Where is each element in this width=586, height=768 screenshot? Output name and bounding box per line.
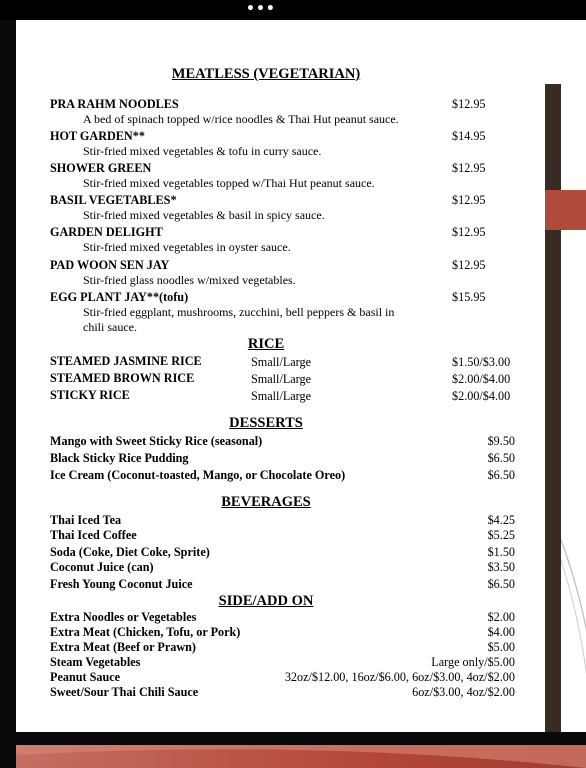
decorative-arc (16, 745, 586, 768)
beverage-item-name: Thai Iced Coffee (50, 528, 137, 542)
side-item-name: Extra Meat (Beef or Prawn) (50, 640, 196, 654)
rice-item-size: Small/Large (251, 355, 312, 369)
menu-item-price: $12.95 (452, 161, 486, 175)
beverage-item-price: $4.25 (487, 513, 515, 527)
decorative-stripe (545, 84, 561, 732)
side-item-name: Peanut Sauce (50, 670, 121, 684)
menu-item-price: $12.95 (452, 97, 486, 111)
menu-item-price: $12.95 (452, 258, 486, 272)
more-options-icon[interactable]: ••• (246, 1, 276, 17)
menu-item-name: GARDEN DELIGHT (50, 225, 163, 239)
beverage-item-price: $5.25 (487, 528, 515, 542)
rice-item-name: STICKY RICE (50, 388, 130, 402)
menu-item-price: $15.95 (452, 290, 486, 304)
beverage-item-name: Thai Iced Tea (50, 513, 122, 527)
side-item-price: $5.00 (487, 640, 515, 654)
menu-item-name: SHOWER GREEN (50, 161, 152, 175)
menu-item-price: $12.95 (452, 225, 486, 239)
menu-item-price: $14.95 (452, 129, 486, 143)
section-title-meatless: MEATLESS (VEGETARIAN) (171, 66, 361, 82)
side-item-name: Extra Meat (Chicken, Tofu, or Pork) (50, 625, 241, 639)
menu-item-name: PAD WOON SEN JAY (50, 258, 170, 272)
dessert-item-price: $9.50 (487, 434, 515, 448)
rice-item-price: $2.00/$4.00 (452, 372, 511, 386)
menu-item-description: Stir-fried eggplant, mushrooms, zucchini, bell peppers & basil in chili sauce. (83, 305, 395, 334)
rice-item-price: $2.00/$4.00 (452, 389, 511, 403)
beverage-item-name: Soda (Coke, Diet Coke, Sprite) (50, 545, 210, 559)
side-item-price: $2.00 (487, 610, 515, 624)
side-item-price: 32oz/$12.00, 16oz/$6.00, 6oz/$3.00, 4oz/$2.00 (284, 670, 515, 684)
menu-item-description: Stir-fried mixed vegetables in oyster sauce. (83, 240, 291, 254)
rice-item-size: Small/Large (251, 372, 312, 386)
dessert-item-name: Ice Cream (Coconut-toasted, Mango, or Chocolate Oreo) (50, 468, 346, 482)
menu-item-description: Stir-fried glass noodles w/mixed vegetables. (83, 273, 296, 287)
menu-item-name: EGG PLANT JAY**(tofu) (50, 290, 189, 304)
menu-item-description: Stir-fried mixed vegetables & tofu in curry sauce. (83, 144, 322, 158)
dessert-item-name: Mango with Sweet Sticky Rice (seasonal) (50, 434, 263, 448)
dessert-item-name: Black Sticky Rice Pudding (50, 451, 189, 465)
beverage-item-name: Fresh Young Coconut Juice (50, 577, 193, 591)
section-title-sides: SIDE/ADD ON (218, 593, 314, 609)
dessert-item-price: $6.50 (487, 451, 515, 465)
menu-item-description: Stir-fried mixed vegetables & basil in spicy sauce. (83, 208, 325, 222)
menu-page (16, 20, 586, 732)
menu-item-price: $12.95 (452, 193, 486, 207)
menu-item-description: A bed of spinach topped w/rice noodles & Thai Hut peanut sauce. (83, 112, 399, 126)
beverage-item-name: Coconut Juice (can) (50, 560, 154, 574)
menu-item-name: PRA RAHM NOODLES (50, 97, 179, 111)
viewer-top-bar (0, 0, 586, 20)
section-title-rice: RICE (247, 336, 285, 352)
side-item-name: Steam Vegetables (50, 655, 141, 669)
decorative-accent-block (545, 190, 586, 230)
menu-item-name: BASIL VEGETABLES* (50, 193, 177, 207)
menu-item-description: Stir-fried mixed vegetables topped w/Thai Hut peanut sauce. (83, 176, 375, 190)
rice-item-size: Small/Large (251, 389, 312, 403)
section-title-beverages: BEVERAGES (221, 494, 311, 510)
beverage-item-price: $3.50 (487, 560, 515, 574)
decorative-swoosh (561, 540, 586, 732)
side-item-price: $4.00 (487, 625, 515, 639)
side-item-name: Sweet/Sour Thai Chili Sauce (50, 685, 199, 699)
side-item-price: 6oz/$3.00, 4oz/$2.00 (412, 685, 515, 699)
section-title-desserts: DESSERTS (229, 415, 303, 431)
side-item-name: Extra Noodles or Vegetables (50, 610, 197, 624)
beverage-item-price: $1.50 (487, 545, 515, 559)
rice-item-name: STEAMED JASMINE RICE (50, 354, 202, 368)
dessert-item-price: $6.50 (487, 468, 515, 482)
beverage-item-price: $6.50 (487, 577, 515, 591)
menu-item-name: HOT GARDEN** (50, 129, 145, 143)
rice-item-price: $1.50/$3.00 (452, 355, 511, 369)
rice-item-name: STEAMED BROWN RICE (50, 371, 195, 385)
side-item-price: Large only/$5.00 (431, 655, 515, 669)
